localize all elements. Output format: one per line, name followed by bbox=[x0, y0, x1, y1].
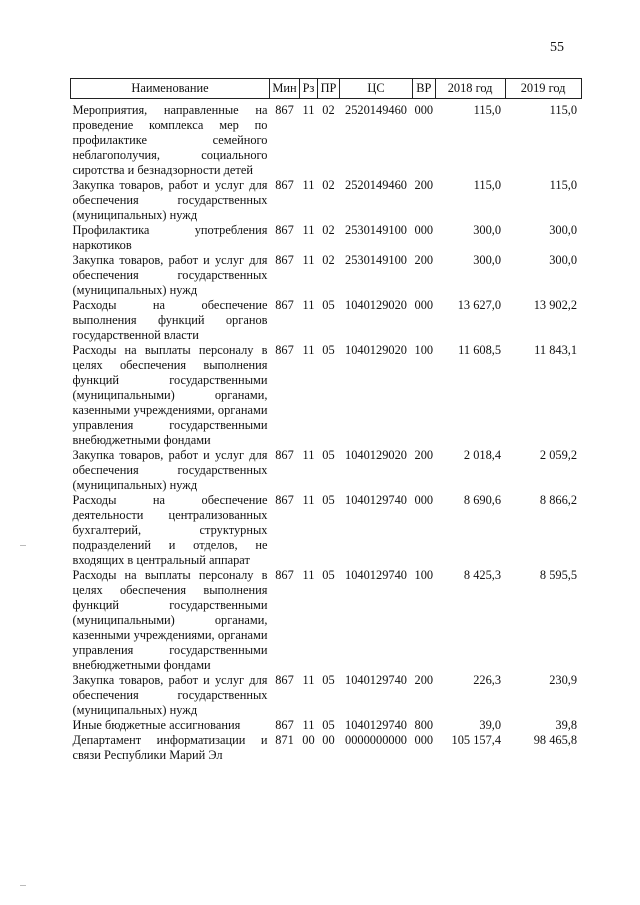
cell-min: 867 bbox=[275, 298, 294, 312]
cell-pr: 02 bbox=[322, 223, 335, 237]
header-pr: ПР bbox=[318, 79, 340, 99]
table-row bbox=[71, 103, 582, 178]
table-row bbox=[71, 178, 582, 223]
cell-cs: 2520149460 bbox=[345, 178, 407, 192]
cell-name: Департамент информатизации и связи Республики Марий Эл bbox=[72, 733, 268, 762]
cell-y2019: 13 902,2 bbox=[533, 298, 578, 312]
header-2019: 2019 год bbox=[505, 79, 581, 99]
table-row bbox=[71, 493, 582, 568]
cell-rz: 11 bbox=[302, 718, 315, 732]
cell-pr: 02 bbox=[322, 178, 335, 192]
cell-rz: 00 bbox=[302, 733, 315, 747]
table-row bbox=[71, 343, 582, 448]
cell-y2018: 13 627,0 bbox=[457, 298, 502, 312]
cell-rz: 11 bbox=[302, 223, 315, 237]
cell-min: 867 bbox=[275, 673, 294, 687]
cell-y2018: 115,0 bbox=[473, 103, 502, 117]
cell-cs: 2530149100 bbox=[345, 223, 407, 237]
cell-name: Расходы на обеспечение деятельности централизованных бухгалтерий, структурных подразделений и отделов, не входящих в центральный аппарат bbox=[72, 493, 268, 567]
table-row bbox=[71, 253, 582, 298]
cell-cs: 1040129740 bbox=[345, 493, 407, 507]
cell-pr: 05 bbox=[322, 568, 335, 582]
cell-name: Иные бюджетные ассигнования bbox=[72, 718, 241, 732]
cell-y2019: 300,0 bbox=[549, 223, 578, 237]
header-min: Мин bbox=[270, 79, 300, 99]
cell-vr: 200 bbox=[414, 253, 434, 267]
cell-pr: 05 bbox=[322, 718, 335, 732]
scan-mark bbox=[20, 885, 26, 886]
cell-name: Мероприятия, направленные на проведение комплекса мер по профилактике семейного неблагополучия, социального сиротства и безнадзорности детей bbox=[72, 103, 268, 177]
cell-pr: 05 bbox=[322, 493, 335, 507]
cell-vr: 000 bbox=[414, 223, 434, 237]
cell-rz: 11 bbox=[302, 673, 315, 687]
cell-vr: 000 bbox=[414, 103, 434, 117]
cell-y2019: 115,0 bbox=[549, 103, 578, 117]
cell-name: Закупка товаров, работ и услуг для обеспечения государственных (муниципальных) нужд bbox=[72, 673, 268, 717]
cell-pr: 05 bbox=[322, 343, 335, 357]
cell-rz: 11 bbox=[302, 343, 315, 357]
cell-cs: 1040129740 bbox=[345, 718, 407, 732]
cell-y2018: 115,0 bbox=[473, 178, 502, 192]
cell-cs: 1040129740 bbox=[345, 568, 407, 582]
cell-vr: 200 bbox=[414, 448, 434, 462]
header-rz: Рз bbox=[300, 79, 318, 99]
cell-name: Расходы на выплаты персоналу в целях обеспечения выполнения функций государственными (муниципальными) органами, казенными учреждениями, органами управления государственными внебюджетными фондами bbox=[72, 568, 268, 672]
cell-y2018: 8 425,3 bbox=[463, 568, 502, 582]
cell-y2018: 39,0 bbox=[479, 718, 502, 732]
cell-name: Расходы на выплаты персоналу в целях обеспечения выполнения функций государственными (муниципальными) органами, казенными учреждениями, органами управления государственными внебюджетными фондами bbox=[72, 343, 268, 447]
cell-min: 867 bbox=[275, 718, 294, 732]
budget-table bbox=[70, 78, 582, 763]
cell-vr: 800 bbox=[414, 718, 434, 732]
cell-y2018: 2 018,4 bbox=[463, 448, 502, 462]
scan-mark bbox=[20, 545, 26, 546]
cell-rz: 11 bbox=[302, 253, 315, 267]
header-2018: 2018 год bbox=[435, 79, 505, 99]
cell-min: 867 bbox=[275, 223, 294, 237]
cell-rz: 11 bbox=[302, 493, 315, 507]
cell-pr: 02 bbox=[322, 253, 335, 267]
header-vr: ВР bbox=[413, 79, 436, 99]
cell-rz: 11 bbox=[302, 568, 315, 582]
table-body bbox=[71, 99, 582, 764]
table-row bbox=[71, 673, 582, 718]
header-cs: ЦС bbox=[340, 79, 413, 99]
cell-min: 867 bbox=[275, 568, 294, 582]
table-header bbox=[71, 79, 582, 99]
cell-pr: 05 bbox=[322, 298, 335, 312]
cell-y2018: 226,3 bbox=[473, 673, 502, 687]
cell-name: Закупка товаров, работ и услуг для обеспечения государственных (муниципальных) нужд bbox=[72, 448, 268, 492]
cell-y2019: 39,8 bbox=[555, 718, 578, 732]
cell-y2019: 300,0 bbox=[549, 253, 578, 267]
cell-y2018: 11 608,5 bbox=[458, 343, 502, 357]
table-row bbox=[71, 298, 582, 343]
cell-y2019: 2 059,2 bbox=[539, 448, 578, 462]
cell-vr: 000 bbox=[414, 733, 434, 747]
cell-name: Расходы на обеспечение выполнения функций органов государственной власти bbox=[72, 298, 268, 342]
table-row bbox=[71, 733, 582, 763]
cell-cs: 1040129020 bbox=[345, 298, 407, 312]
cell-y2019: 230,9 bbox=[549, 673, 578, 687]
cell-y2018: 300,0 bbox=[473, 223, 502, 237]
header-name: Наименование bbox=[71, 79, 270, 99]
cell-y2018: 105 157,4 bbox=[451, 733, 502, 747]
cell-min: 867 bbox=[275, 103, 294, 117]
cell-min: 867 bbox=[275, 493, 294, 507]
cell-min: 867 bbox=[275, 343, 294, 357]
cell-pr: 05 bbox=[322, 673, 335, 687]
cell-name: Закупка товаров, работ и услуг для обеспечения государственных (муниципальных) нужд bbox=[72, 178, 268, 222]
cell-rz: 11 bbox=[302, 178, 315, 192]
cell-cs: 0000000000 bbox=[345, 733, 407, 747]
cell-name: Профилактика употребления наркотиков bbox=[72, 223, 268, 252]
cell-y2019: 8 595,5 bbox=[539, 568, 578, 582]
cell-min: 867 bbox=[275, 253, 294, 267]
cell-cs: 2520149460 bbox=[345, 103, 407, 117]
cell-y2018: 8 690,6 bbox=[463, 493, 502, 507]
cell-rz: 11 bbox=[302, 298, 315, 312]
cell-y2019: 11 843,1 bbox=[534, 343, 578, 357]
cell-min: 871 bbox=[275, 733, 294, 747]
cell-vr: 100 bbox=[414, 343, 434, 357]
cell-rz: 11 bbox=[302, 448, 315, 462]
cell-y2019: 98 465,8 bbox=[533, 733, 578, 747]
cell-vr: 200 bbox=[414, 178, 434, 192]
table-row bbox=[71, 223, 582, 253]
cell-rz: 11 bbox=[302, 103, 315, 117]
cell-y2019: 8 866,2 bbox=[539, 493, 578, 507]
cell-pr: 02 bbox=[322, 103, 335, 117]
cell-min: 867 bbox=[275, 448, 294, 462]
table-row bbox=[71, 568, 582, 673]
cell-cs: 1040129020 bbox=[345, 448, 407, 462]
cell-min: 867 bbox=[275, 178, 294, 192]
table-row bbox=[71, 718, 582, 733]
cell-vr: 000 bbox=[414, 298, 434, 312]
cell-vr: 200 bbox=[414, 673, 434, 687]
cell-vr: 100 bbox=[414, 568, 434, 582]
cell-vr: 000 bbox=[414, 493, 434, 507]
cell-name: Закупка товаров, работ и услуг для обеспечения государственных (муниципальных) нужд bbox=[72, 253, 268, 297]
cell-cs: 2530149100 bbox=[345, 253, 407, 267]
cell-cs: 1040129020 bbox=[345, 343, 407, 357]
cell-cs: 1040129740 bbox=[345, 673, 407, 687]
page-number: 55 bbox=[550, 40, 564, 55]
cell-pr: 05 bbox=[322, 448, 335, 462]
cell-pr: 00 bbox=[322, 733, 335, 747]
cell-y2019: 115,0 bbox=[549, 178, 578, 192]
cell-y2018: 300,0 bbox=[473, 253, 502, 267]
table-row bbox=[71, 448, 582, 493]
